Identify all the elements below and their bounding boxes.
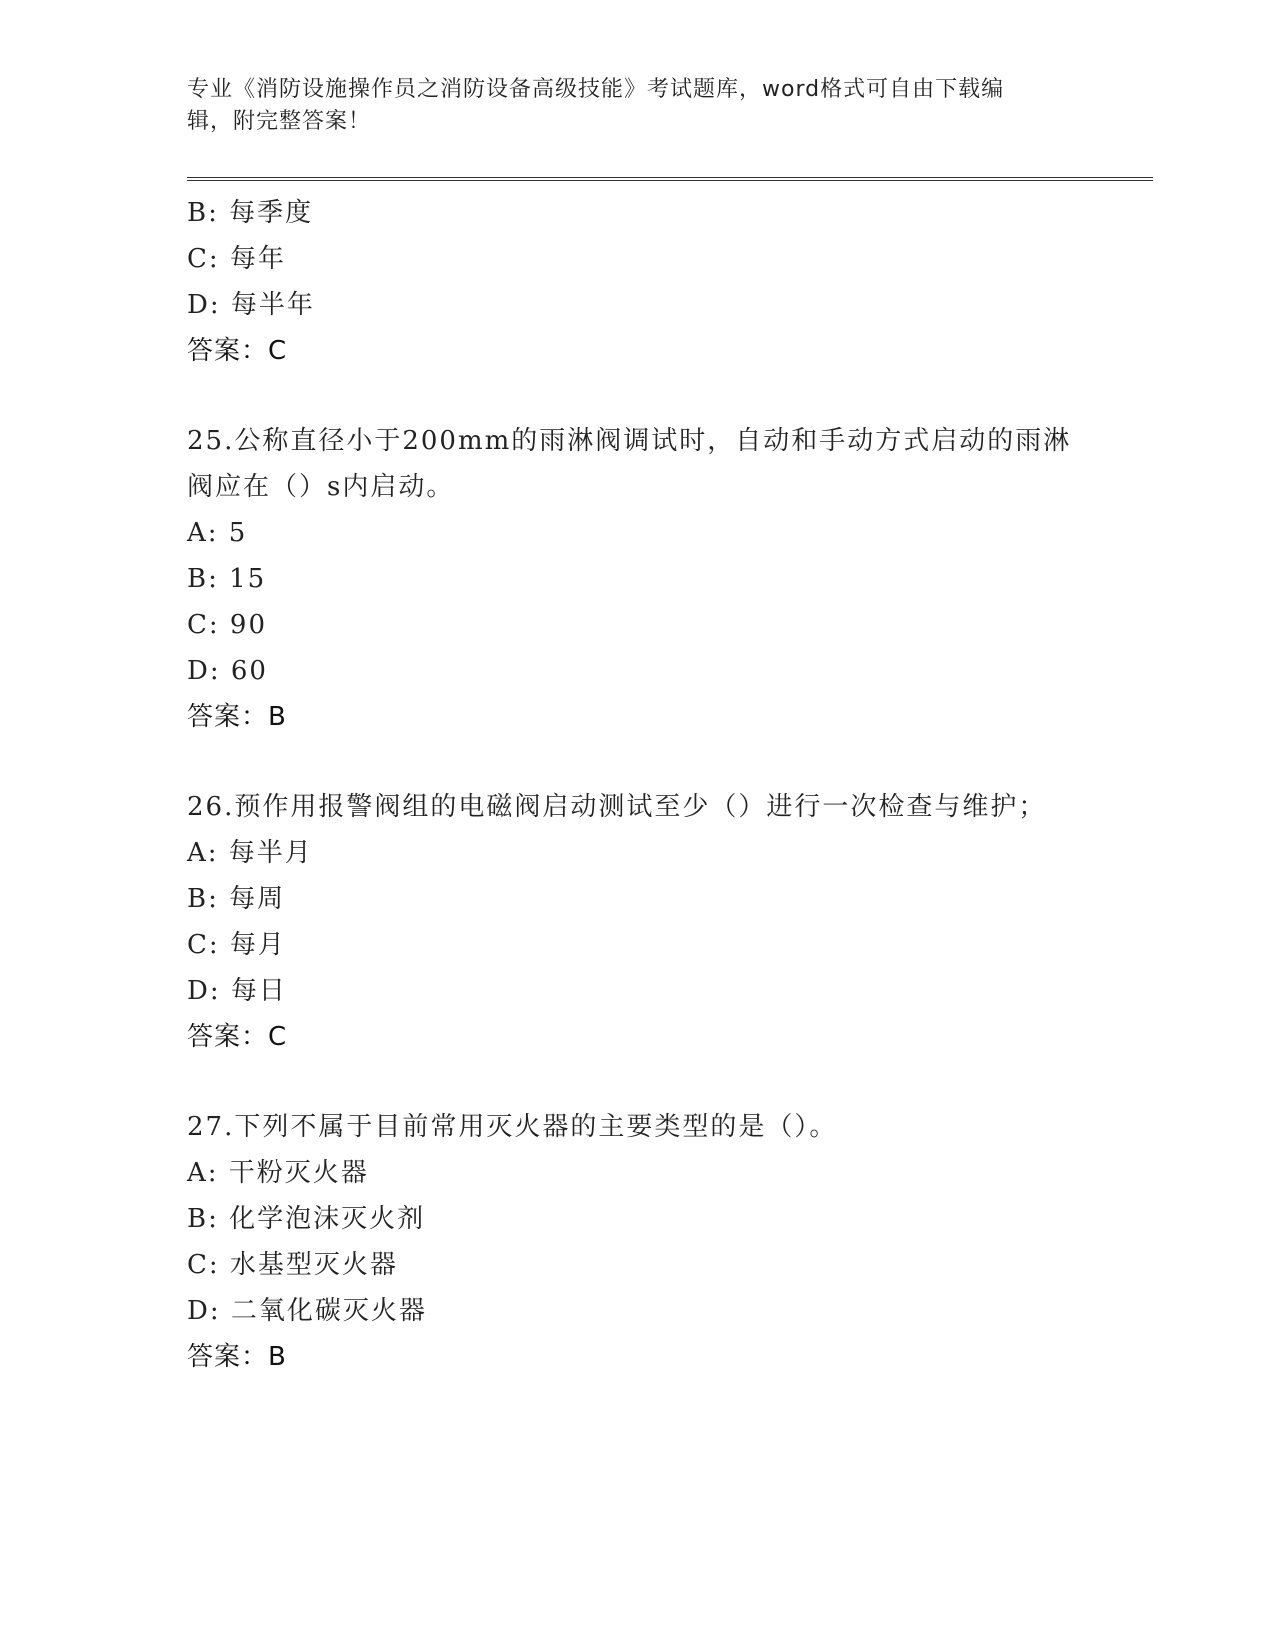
question-block-prev: [187, 190, 1087, 374]
question-block-27: [187, 1104, 1087, 1380]
option-d: D: 二氧化碳灭火器: [187, 1296, 427, 1326]
spacer: [187, 740, 1087, 784]
option-a: A: 干粉灭火器: [187, 1158, 369, 1188]
option-d: D: 每半年: [187, 290, 315, 320]
option-d: D: 每日: [187, 976, 287, 1006]
question-text: 25.公称直径小于200mm的雨淋阀调试时，自动和手动方式启动的雨淋阀应在（）s内启动。: [187, 426, 1072, 502]
option-a: A: 5: [187, 518, 248, 548]
question-text: 27.下列不属于目前常用灭火器的主要类型的是（）。: [187, 1112, 838, 1142]
question-block-26: [187, 784, 1087, 1060]
header-divider: [187, 177, 1153, 181]
question-text: 26.预作用报警阀组的电磁阀启动测试至少（）进行一次检查与维护；: [187, 792, 1047, 822]
option-b: B: 15: [187, 564, 267, 594]
answer-line: 答案：C: [187, 336, 288, 366]
option-c: C: 90: [187, 610, 268, 640]
document-header: [187, 74, 1067, 138]
question-block-25: [187, 418, 1087, 740]
option-c: C: 每月: [187, 930, 286, 960]
option-d: D: 60: [187, 656, 268, 686]
spacer: [187, 374, 1087, 418]
option-c: C: 水基型灭火器: [187, 1250, 398, 1280]
option-b: B: 每周: [187, 884, 286, 914]
answer-line: 答案：B: [187, 702, 287, 732]
spacer: [187, 1060, 1087, 1104]
option-b: B: 每季度: [187, 198, 314, 228]
header-line-1: 专业《消防设施操作员之消防设备高级技能》考试题库，word格式可自由下载编: [187, 77, 1005, 102]
header-line-2: 辑，附完整答案！: [187, 109, 372, 134]
question-content: [187, 190, 1087, 1380]
answer-line: 答案：B: [187, 1342, 287, 1372]
option-a: A: 每半月: [187, 838, 313, 868]
option-c: C: 每年: [187, 244, 286, 274]
option-b: B: 化学泡沫灭火剂: [187, 1204, 426, 1234]
answer-line: 答案：C: [187, 1022, 288, 1052]
